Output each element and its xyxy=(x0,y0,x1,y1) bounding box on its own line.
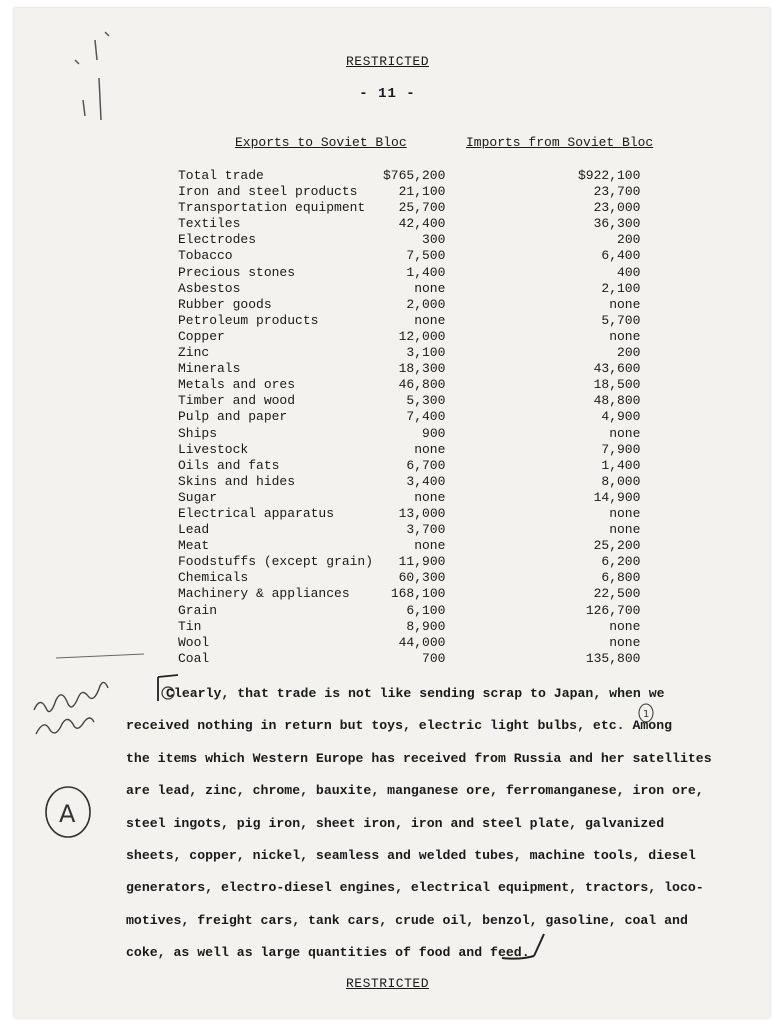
table-row xyxy=(178,168,640,184)
imports-cell: 25,200 xyxy=(593,538,641,554)
item-cell: Zinc xyxy=(178,345,210,361)
imports-cell: $922,100 xyxy=(578,168,641,183)
item-cell: Tobacco xyxy=(178,248,233,264)
exports-cell: 42,400 xyxy=(398,216,446,232)
exports-cell: 21,100 xyxy=(398,184,446,200)
imports-cell: 48,800 xyxy=(593,393,641,409)
exports-cell: 5,300 xyxy=(406,393,446,409)
exports-cell: 2,000 xyxy=(406,296,446,312)
table-row xyxy=(178,554,640,570)
table-row xyxy=(178,232,640,248)
imports-cell: 8,000 xyxy=(601,473,641,489)
table-row xyxy=(178,248,640,264)
item-cell: Metals and ores xyxy=(178,377,296,393)
item-cell: Petroleum products xyxy=(178,312,319,328)
table-row xyxy=(178,490,640,506)
table-row xyxy=(178,538,640,554)
table-row xyxy=(178,586,640,602)
table-row xyxy=(178,361,640,377)
item-cell: Chemicals xyxy=(178,570,249,586)
imports-cell: 5,700 xyxy=(601,312,641,328)
table-row xyxy=(178,442,640,458)
exports-cell: 3,700 xyxy=(406,522,446,538)
imports-cell: 14,900 xyxy=(593,489,641,505)
item-cell: Meat xyxy=(178,538,210,554)
table-row xyxy=(178,297,640,313)
imports-cell: 135,800 xyxy=(585,650,641,666)
imports-cell: 36,300 xyxy=(593,216,641,232)
table-row xyxy=(178,474,640,490)
imports-cell: 200 xyxy=(617,232,641,248)
imports-cell: 200 xyxy=(617,345,641,361)
item-cell: Asbestos xyxy=(178,280,241,296)
paragraph-end-mark xyxy=(500,928,560,962)
exports-cell: 60,300 xyxy=(398,570,446,586)
table-row xyxy=(178,506,640,522)
page-number: - 11 - xyxy=(359,86,416,102)
exports-cell: 12,000 xyxy=(398,328,446,344)
item-cell: Foodstuffs (except grain) xyxy=(178,554,374,570)
table-row xyxy=(178,281,640,297)
exports-cell: 1,400 xyxy=(406,264,446,280)
table-row xyxy=(178,345,640,361)
table-row xyxy=(178,265,640,281)
imports-cell: none xyxy=(609,328,641,344)
imports-cell: 126,700 xyxy=(585,602,641,618)
item-cell: Wool xyxy=(178,634,210,650)
exports-cell: 8,900 xyxy=(406,618,446,634)
imports-cell: 23,000 xyxy=(593,200,641,216)
exports-cell: 44,000 xyxy=(398,634,446,650)
item-cell: Iron and steel products xyxy=(178,184,358,200)
table-row xyxy=(178,313,640,329)
table-row xyxy=(178,619,640,635)
imports-cell: 6,400 xyxy=(601,248,641,264)
exports-cell: none xyxy=(414,441,446,457)
item-cell: Tin xyxy=(178,618,202,634)
item-cell: Machinery & appliances xyxy=(178,586,350,602)
imports-cell: 18,500 xyxy=(593,377,641,393)
circled-number: 1 xyxy=(643,709,650,720)
imports-cell: 6,800 xyxy=(601,570,641,586)
exports-cell: none xyxy=(414,312,446,328)
item-cell: Grain xyxy=(178,602,218,618)
item-cell: Sugar xyxy=(178,489,218,505)
imports-cell: 43,600 xyxy=(593,361,641,377)
item-cell: Electrodes xyxy=(178,232,257,248)
imports-cell: 1,400 xyxy=(601,457,641,473)
imports-cell: none xyxy=(609,425,641,441)
circled-letter-mark xyxy=(42,782,96,842)
table-row xyxy=(178,651,640,667)
exports-cell: 900 xyxy=(422,425,446,441)
imports-cell: 6,200 xyxy=(601,554,641,570)
paragraph-line: generators, electro-diesel engines, electrical equipment, tractors, loco- xyxy=(126,880,704,896)
table-row xyxy=(178,200,640,216)
table-row xyxy=(178,409,640,425)
item-cell: Oils and fats xyxy=(178,457,280,473)
imports-cell: none xyxy=(609,522,641,538)
paragraph-line: the items which Western Europe has received from Russia and her satellites xyxy=(126,750,712,766)
restricted-header: RESTRICTED xyxy=(345,54,429,69)
item-cell: Total trade xyxy=(178,168,264,183)
paragraph-line: sheets, copper, nickel, seamless and welded tubes, machine tools, diesel xyxy=(126,848,696,864)
pencil-mark xyxy=(55,20,135,150)
item-cell: Ships xyxy=(178,425,218,441)
exports-cell: 6,700 xyxy=(406,457,446,473)
exports-cell: 7,500 xyxy=(406,248,446,264)
item-cell: Electrical apparatus xyxy=(178,505,335,521)
table-row xyxy=(178,570,640,586)
exports-cell: 6,100 xyxy=(406,602,446,618)
trade-table xyxy=(178,168,640,667)
item-cell: Transportation equipment xyxy=(178,200,366,216)
item-cell: Textiles xyxy=(178,216,241,232)
table-row xyxy=(178,216,640,232)
item-cell: Timber and wood xyxy=(178,393,296,409)
item-cell: Coal xyxy=(178,650,210,666)
table-row xyxy=(178,635,640,651)
body-paragraph xyxy=(126,678,726,970)
item-cell: Copper xyxy=(178,328,225,344)
table-row xyxy=(178,522,640,538)
imports-column-header: Imports from Soviet Bloc xyxy=(466,135,654,150)
exports-cell: 3,100 xyxy=(406,345,446,361)
exports-cell: $765,200 xyxy=(383,168,446,183)
imports-cell: 2,100 xyxy=(601,280,641,296)
exports-cell: 11,900 xyxy=(398,554,446,570)
imports-cell: none xyxy=(609,634,641,650)
table-row xyxy=(178,184,640,200)
circled-letter: A xyxy=(59,800,76,828)
restricted-footer: RESTRICTED xyxy=(345,976,429,991)
table-row xyxy=(178,458,640,474)
table-row xyxy=(178,426,640,442)
exports-cell: 18,300 xyxy=(398,361,446,377)
item-cell: Pulp and paper xyxy=(178,409,288,425)
exports-cell: 300 xyxy=(422,232,446,248)
item-cell: Lead xyxy=(178,522,210,538)
item-cell: Minerals xyxy=(178,361,241,377)
paragraph-line: motives, freight cars, tank cars, crude oil, benzol, gasoline, coal and xyxy=(126,912,688,928)
table-row xyxy=(178,377,640,393)
imports-cell: none xyxy=(609,296,641,312)
item-cell: Rubber goods xyxy=(178,296,272,312)
exports-column-header: Exports to Soviet Bloc xyxy=(235,135,407,150)
imports-cell: none xyxy=(609,505,641,521)
exports-cell: 3,400 xyxy=(406,473,446,489)
trade-table-body xyxy=(178,168,640,667)
paragraph-line: are lead, zinc, chrome, bauxite, manganese ore, ferromanganese, iron ore, xyxy=(126,783,704,799)
exports-cell: none xyxy=(414,280,446,296)
imports-cell: 23,700 xyxy=(593,184,641,200)
item-cell: Livestock xyxy=(178,441,249,457)
exports-cell: none xyxy=(414,489,446,505)
item-cell: Precious stones xyxy=(178,264,296,280)
exports-cell: 25,700 xyxy=(398,200,446,216)
paragraph-line: Clearly, that trade is not like sending scrap to Japan, when we xyxy=(166,686,665,701)
imports-cell: 7,900 xyxy=(601,441,641,457)
paragraph-line: steel ingots, pig iron, sheet iron, iron and steel plate, galvanized xyxy=(126,815,665,831)
table-row xyxy=(178,603,640,619)
imports-cell: 400 xyxy=(617,264,641,280)
exports-cell: none xyxy=(414,538,446,554)
imports-cell: 4,900 xyxy=(601,409,641,425)
imports-cell: 22,500 xyxy=(593,586,641,602)
item-cell: Skins and hides xyxy=(178,473,296,489)
imports-cell: none xyxy=(609,618,641,634)
table-row xyxy=(178,393,640,409)
exports-cell: 700 xyxy=(422,650,446,666)
exports-cell: 7,400 xyxy=(406,409,446,425)
paragraph-line: received nothing in return but toys, electric light bulbs, etc. Among xyxy=(126,718,673,734)
exports-cell: 13,000 xyxy=(398,505,446,521)
exports-cell: 168,100 xyxy=(390,586,446,602)
exports-cell: 46,800 xyxy=(398,377,446,393)
paragraph-line: coke, as well as large quantities of food and feed. xyxy=(126,945,530,961)
table-row xyxy=(178,329,640,345)
